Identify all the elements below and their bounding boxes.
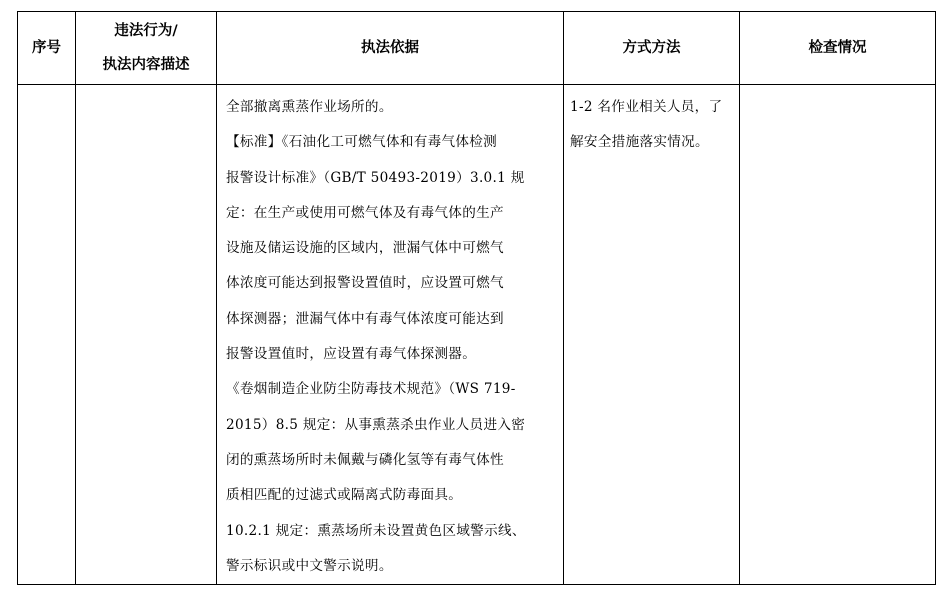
enforcement-table [17, 11, 936, 585]
text-line: 2015）8.5 规定：从事熏蒸杀虫作业人员进入密 [226, 416, 526, 433]
cell-basis [217, 85, 564, 585]
header-behavior-line1: 违法行为/ [114, 23, 178, 39]
text-line: 1-2 名作业相关人员，了 [570, 99, 723, 115]
text-line: 闭的熏蒸场所时未佩戴与磷化氢等有毒气体性 [226, 451, 504, 468]
cell-inspection [740, 85, 936, 585]
text-line: 设施及储运设施的区域内，泄漏气体中可燃气 [226, 240, 504, 257]
header-behavior-line2: 执法内容描述 [102, 57, 190, 73]
text-line: 体探测器；泄漏气体中有毒气体浓度可能达到 [226, 310, 504, 327]
table-header-row [18, 12, 936, 85]
header-inspection: 检查情况 [740, 12, 936, 85]
header-behavior [76, 12, 217, 85]
text-line: 10.2.1 规定：熏蒸场所未设置黄色区域警示线、 [226, 522, 526, 539]
text-line: 全部撤离熏蒸作业场所的。 [226, 99, 393, 115]
header-seq: 序号 [18, 12, 76, 85]
text-line: 体浓度可能达到报警设置值时，应设置可燃气 [226, 275, 504, 292]
cell-method [564, 85, 740, 585]
table-row [18, 85, 936, 585]
text-line: 警示标识或中文警示说明。 [226, 557, 393, 574]
cell-behavior [76, 85, 217, 585]
text-line: 【标准】《石油化工可燃气体和有毒气体检测 [226, 134, 498, 151]
text-line: 定：在生产或使用可燃气体及有毒气体的生产 [226, 204, 504, 221]
text-line: 《卷烟制造企业防尘防毒技术规范》（WS 719- [226, 381, 516, 398]
text-line: 报警设置值时，应设置有毒气体探测器。 [226, 346, 477, 363]
method-text [564, 85, 739, 161]
text-line: 报警设计标准》（GB/T 50493-2019）3.0.1 规 [226, 169, 525, 186]
cell-seq [18, 85, 76, 585]
header-basis: 执法依据 [217, 12, 564, 85]
text-line: 解安全措施落实情况。 [570, 134, 709, 151]
text-line: 质相匹配的过滤式或隔离式防毒面具。 [226, 487, 463, 504]
header-method: 方式方法 [564, 12, 740, 85]
basis-text [217, 85, 563, 584]
